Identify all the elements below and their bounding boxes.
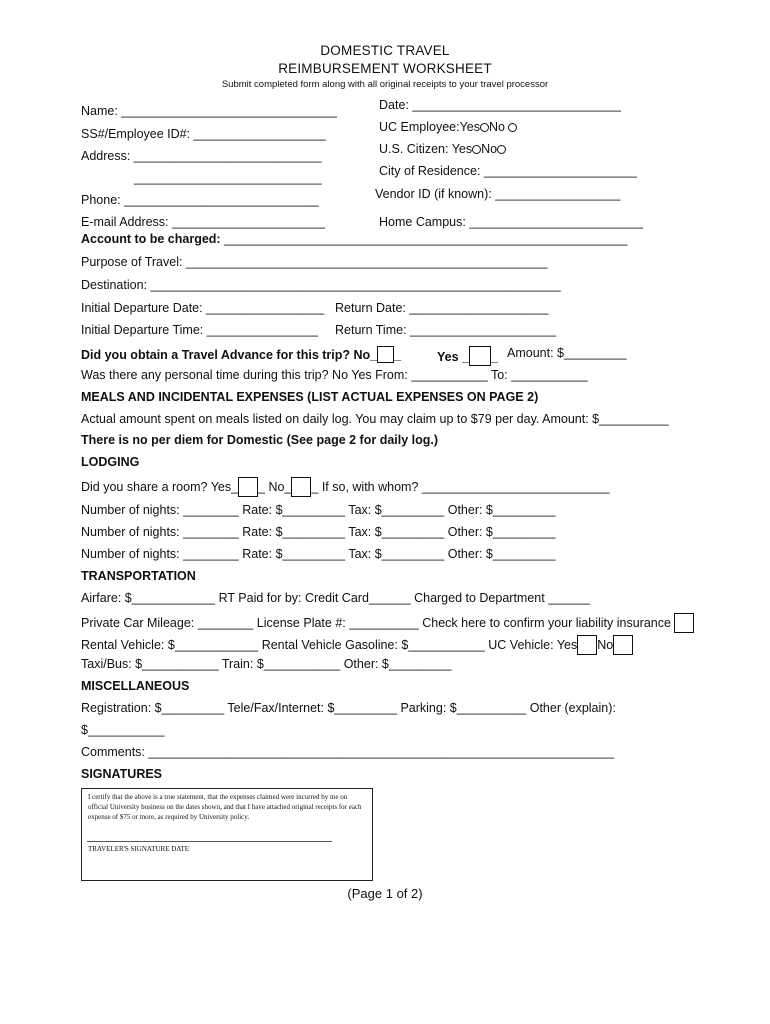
date-field[interactable]: Date: ______________________________ (379, 98, 621, 112)
signature-label: TRAVELER'S SIGNATURE DATE (88, 845, 190, 853)
share-room-yes-checkbox[interactable] (238, 477, 258, 497)
account-row (81, 232, 627, 247)
lodging-heading: LODGING (81, 455, 140, 469)
us-citizen-question (379, 142, 506, 157)
lodging-row-3[interactable]: Number of nights: ________ Rate: $_________ Tax: $_________ Other: $_________ (81, 547, 556, 561)
form-subtitle: Submit completed form along with all original receipts to your travel processor (221, 79, 549, 90)
uc-vehicle-yes-checkbox[interactable] (577, 635, 597, 655)
return-date-field[interactable]: Return Date: ____________________ (335, 301, 549, 315)
personal-time-row[interactable]: Was there any personal time during this trip? No Yes From: ___________ To: ___________ (81, 368, 588, 382)
rental-fields[interactable]: Rental Vehicle: $____________ Rental Vehicle Gasoline: $___________ UC Vehicle: Yes (81, 638, 578, 652)
lodging-row-1[interactable]: Number of nights: ________ Rate: $_________ Tax: $_________ Other: $_________ (81, 503, 556, 517)
employee-id-field[interactable]: SS#/Employee ID#: ___________________ (81, 127, 326, 141)
travel-advance-yes: Yes _ _ (437, 346, 498, 366)
address-line-2-field[interactable]: ___________________________ (134, 171, 322, 185)
phone-field[interactable]: Phone: ____________________________ (81, 193, 319, 207)
return-time-field[interactable]: Return Time: _____________________ (335, 323, 557, 337)
address-field[interactable]: Address: ___________________________ (81, 149, 322, 163)
mileage-row (81, 613, 694, 633)
rental-row (81, 635, 633, 655)
us-citizen-no-radio[interactable] (497, 145, 506, 154)
meals-amount-field[interactable]: Actual amount spent on meals listed on daily log. You may claim up to $79 per day. Amount: $__________ (81, 412, 669, 426)
uc-employee-no-radio[interactable] (508, 123, 517, 132)
purpose-field[interactable]: Purpose of Travel: ____________________________________________________ (81, 255, 548, 269)
home-campus-field[interactable]: Home Campus: _________________________ (379, 215, 644, 229)
advance-yes-checkbox[interactable] (469, 346, 491, 366)
destination-field[interactable]: Destination: ___________________________________________________________ (81, 278, 561, 292)
share-room-row (81, 477, 610, 497)
share-room-no-checkbox[interactable] (291, 477, 311, 497)
signature-line[interactable] (87, 841, 332, 842)
share-room-with-whom-field[interactable]: _ If so, with whom? ___________________________ (311, 480, 610, 494)
form-title-line-2: REIMBURSEMENT WORKSHEET (278, 61, 492, 76)
advance-yes-label: Yes _ (437, 350, 469, 364)
city-of-residence-field[interactable]: City of Residence: ______________________ (379, 164, 637, 178)
us-citizen-no-label: No (481, 142, 498, 156)
meals-heading: MEALS AND INCIDENTAL EXPENSES (LIST ACTUAL EXPENSES ON PAGE 2) (81, 390, 539, 404)
advance-amount-field[interactable]: Amount: $_________ (507, 346, 627, 360)
advance-no-label: Did you obtain a Travel Advance for this trip? No_ (81, 348, 378, 362)
other-explain-field[interactable]: $___________ (81, 723, 165, 737)
share-room-label: Did you share a room? Yes_ (81, 480, 239, 494)
departure-time-field[interactable]: Initial Departure Time: ________________ (81, 323, 318, 337)
miscellaneous-heading: MISCELLANEOUS (81, 679, 190, 693)
comments-field[interactable]: Comments: ___________________________________________________________________ (81, 745, 615, 759)
page-number: (Page 1 of 2) (347, 886, 423, 901)
account-field[interactable]: __________________________________________________________ (220, 232, 628, 246)
airfare-row[interactable]: Airfare: $____________ RT Paid for by: Credit Card______ Charged to Department ______ (81, 591, 590, 605)
uc-vehicle-no-label: No (597, 638, 614, 652)
account-label: Account to be charged: (81, 232, 221, 246)
travel-advance-question (81, 346, 401, 363)
per-diem-note: There is no per diem for Domestic (See page 2 for daily log.) (81, 433, 439, 447)
registration-row[interactable]: Registration: $_________ Tele/Fax/Internet: $_________ Parking: $__________ Other (explain): (81, 701, 616, 715)
uc-vehicle-no-checkbox[interactable] (613, 635, 633, 655)
advance-no-underscore: _ (394, 348, 402, 362)
liability-insurance-checkbox[interactable] (674, 613, 694, 633)
certification-box (81, 788, 373, 881)
vendor-id-field[interactable]: Vendor ID (if known): __________________ (375, 187, 621, 201)
uc-employee-question (379, 120, 517, 135)
uc-employee-yes-radio[interactable] (480, 123, 489, 132)
transportation-heading: TRANSPORTATION (81, 569, 196, 583)
signatures-heading: SIGNATURES (81, 767, 163, 781)
name-field[interactable]: Name: _______________________________ (81, 104, 337, 118)
us-citizen-yes-radio[interactable] (472, 145, 481, 154)
advance-no-checkbox[interactable] (377, 346, 394, 363)
uc-employee-no-label: No (488, 120, 505, 134)
certification-text: I certify that the above is a true statement, that the expenses claimed were incurred by me on official University business on the dates shown, and that I have attached original receipts for each expense of $75 or more, as required by University policy. (88, 793, 362, 821)
departure-date-field[interactable]: Initial Departure Date: _________________ (81, 301, 325, 315)
form-title-line-1: DOMESTIC TRAVEL (320, 43, 450, 58)
share-room-no-label: _ No_ (258, 480, 292, 494)
mileage-fields[interactable]: Private Car Mileage: ________ License Plate #: __________ Check here to confirm your liability insurance (81, 616, 671, 630)
lodging-row-2[interactable]: Number of nights: ________ Rate: $_________ Tax: $_________ Other: $_________ (81, 525, 556, 539)
email-field[interactable]: E-mail Address: ______________________ (81, 215, 325, 229)
taxi-row[interactable]: Taxi/Bus: $___________ Train: $___________ Other: $_________ (81, 657, 452, 671)
us-citizen-label: U.S. Citizen: Yes (379, 142, 473, 156)
uc-employee-label: UC Employee:Yes (379, 120, 480, 134)
